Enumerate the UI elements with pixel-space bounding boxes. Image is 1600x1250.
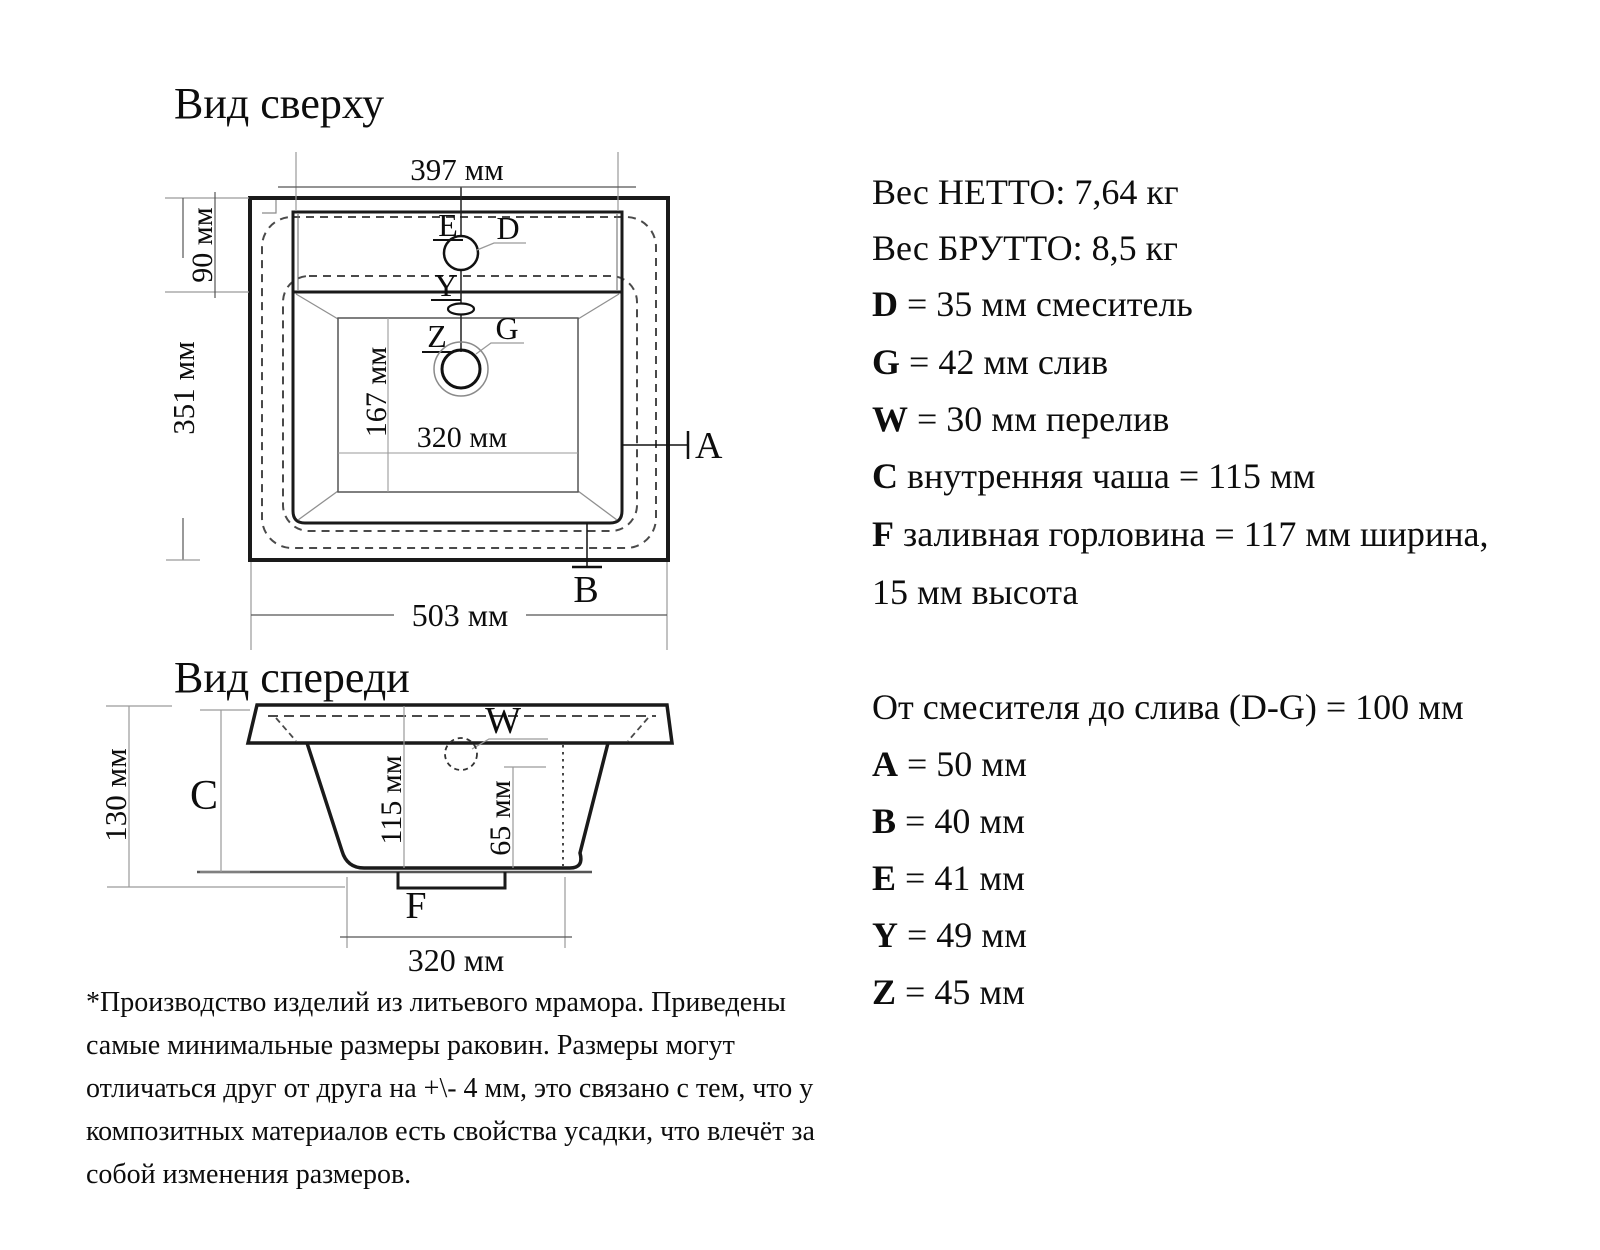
spec-weight-net: Вес НЕТТО: 7,64 кг — [872, 172, 1179, 212]
dim-height: 351 мм — [166, 341, 201, 435]
drain-hole — [442, 350, 480, 388]
spec-value: 15 мм высота — [872, 572, 1079, 612]
spec-key: W — [872, 399, 908, 439]
spec-item-f — [872, 513, 1488, 555]
spec-key: E — [872, 858, 897, 898]
bowl-slope-line — [296, 294, 338, 319]
spec-value: = 50 мм — [898, 744, 1027, 784]
label-d: D — [496, 210, 520, 246]
label-w: W — [485, 700, 521, 742]
overflow-slot — [448, 304, 474, 315]
dim-height-total: 130 мм — [98, 748, 133, 842]
label-b: B — [573, 569, 599, 611]
spec-key: F — [872, 514, 894, 554]
dim-width-top: 397 мм — [410, 152, 504, 187]
label-g: G — [495, 310, 519, 346]
production-footnote — [86, 981, 815, 1196]
dim-deck-depth: 90 мм — [186, 207, 219, 283]
spec-item-d — [872, 283, 1193, 325]
spec-value: = 41 мм — [896, 858, 1025, 898]
spec-letter-a — [872, 743, 1027, 785]
label-a: A — [695, 425, 723, 467]
spec-key: D — [872, 284, 898, 324]
front-view-drawing — [98, 700, 672, 978]
spec-key: C — [872, 456, 898, 496]
spec-value: = 49 мм — [898, 915, 1027, 955]
spec-item-c — [872, 455, 1315, 497]
spec-value: = 35 мм смеситель — [898, 284, 1193, 324]
dim-width-total: 503 мм — [411, 597, 509, 633]
bowl-slope-line — [298, 491, 338, 520]
bowl-rim — [293, 292, 622, 523]
label-y: Y — [434, 267, 458, 303]
top-view-title: Вид сверху — [174, 79, 385, 128]
footnote-line: композитных материалов есть свойства усадки, что влечёт за — [86, 1116, 815, 1147]
spec-letter-e — [872, 857, 1025, 899]
spec-item-f-cont — [872, 571, 1078, 613]
spec-distance-note: От смесителя до слива (D-G) = 100 мм — [872, 687, 1464, 727]
label-z: Z — [427, 318, 447, 354]
dim-inner-depth: 115 мм — [375, 755, 408, 845]
label-e: E — [438, 207, 458, 243]
spec-value: внутренняя чаша = 115 мм — [898, 456, 1316, 496]
spec-value: заливная горловина = 117 мм ширина, — [894, 514, 1489, 554]
spec-item-g — [872, 341, 1108, 383]
spec-letter-z — [872, 971, 1025, 1013]
bowl-slope-line — [578, 294, 619, 319]
spec-value: = 42 мм слив — [900, 342, 1109, 382]
top-view-drawing — [165, 152, 723, 650]
bowl-slope-line — [578, 491, 617, 520]
front-view-title: Вид спереди — [174, 653, 410, 702]
spec-letter-y — [872, 914, 1027, 956]
dim-bottom-width: 320 мм — [407, 942, 505, 978]
spec-value: = 45 мм — [896, 972, 1025, 1012]
spec-key: A — [872, 744, 898, 784]
spec-weight-gross: Вес БРУТТО: 8,5 кг — [872, 228, 1178, 268]
label-f: F — [405, 885, 427, 927]
spec-key: Y — [872, 915, 898, 955]
footnote-line: самые минимальные размеры раковин. Размеры могут — [86, 1030, 735, 1061]
spec-value: = 40 мм — [896, 801, 1025, 841]
footnote-line: отличаться друг от друга на +\- 4 мм, это связано с тем, что у — [86, 1073, 814, 1104]
footnote-line: собой изменения размеров. — [86, 1159, 412, 1190]
spec-value: = 30 мм перелив — [908, 399, 1170, 439]
dim-inner-width: 320 мм — [416, 421, 508, 454]
spec-item-w — [872, 398, 1169, 440]
dim-inner-height: 167 мм — [360, 346, 393, 438]
spec-key: B — [872, 801, 897, 841]
dim-overflow-height: 65 мм — [484, 780, 517, 856]
spec-letter-b — [872, 800, 1025, 842]
spec-key: Z — [872, 972, 897, 1012]
footnote-line: *Производство изделий из литьевого мрамора. Приведены — [86, 987, 786, 1018]
spec-key: G — [872, 342, 901, 382]
corner-step-line — [262, 200, 276, 213]
front-bowl-profile — [307, 743, 608, 868]
label-c: C — [189, 773, 219, 819]
